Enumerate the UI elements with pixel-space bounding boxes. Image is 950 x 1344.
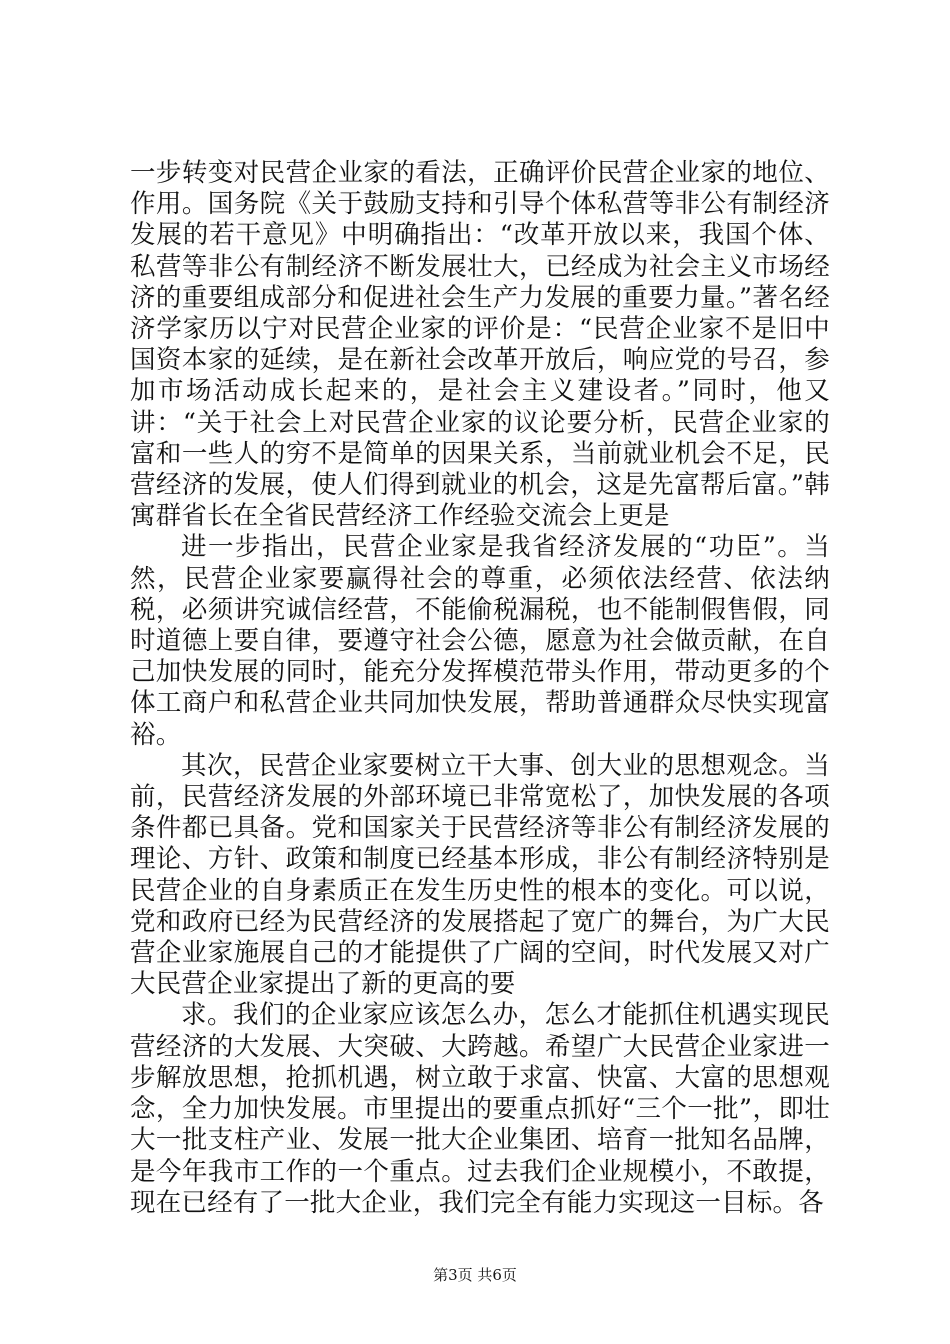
paragraph-4: 求。我们的企业家应该怎么办，怎么才能抓住机遇实现民营经济的大发展、大突破、大跨越。希望广大民营企业家进一步解放思想，抢抓机遇，树立敢于求富、快富、大富的思想观念，全力加快发展。市里提出的要重点抓好“三个一批”，即壮大一批支柱产业、发展一批大企业集团、培育一批知名品牌，是今年我市工作的一个重点。过去我们企业规模小，不敢提，现在已经有了一批大企业，我们完全有能力实现这一目标。各 [130,1000,830,1218]
document-body [130,158,830,1219]
page-number-footer: 第3页 共6页 [433,1266,517,1284]
paragraph-2: 进一步指出，民营企业家是我省经济发展的“功臣”。当然，民营企业家要赢得社会的尊重，必须依法经营、依法纳税，必须讲究诚信经营，不能偷税漏税，也不能制假售假，同时道德上要自律，要遵守社会公德，愿意为社会做贡献，在自己加快发展的同时，能充分发挥模范带头作用，带动更多的个体工商户和私营企业共同加快发展，帮助普通群众尽快实现富裕。 [130,532,830,750]
paragraph-3: 其次，民营企业家要树立干大事、创大业的思想观念。当前，民营经济发展的外部环境已非常宽松了，加快发展的各项条件都已具备。党和国家关于民营经济等非公有制经济发展的理论、方针、政策和制度已经基本形成，非公有制经济特别是民营企业的自身素质正在发生历史性的根本的变化。可以说，党和政府已经为民营经济的发展搭起了宽广的舞台，为广大民营企业家施展自己的才能提供了广阔的空间，时代发展又对广大民营企业家提出了新的更高的要 [130,750,830,1000]
paragraph-1: 一步转变对民营企业家的看法，正确评价民营企业家的地位、作用。国务院《关于鼓励支持和引导个体私营等非公有制经济发展的若干意见》中明确指出：“改革开放以来，我国个体、私营等非公有制经济不断发展壮大，已经成为社会主义市场经济的重要组成部分和促进社会生产力发展的重要力量。”著名经济学家历以宁对民营企业家的评价是：“民营企业家不是旧中国资本家的延续，是在新社会改革开放后，响应党的号召，参加市场活动成长起来的，是社会主义建设者。”同时，他又讲：“关于社会上对民营企业家的议论要分析，民营企业家的富和一些人的穷不是简单的因果关系，当前就业机会不足，民营经济的发展，使人们得到就业的机会，这是先富帮后富。”韩寓群省长在全省民营经济工作经验交流会上更是 [130,158,830,532]
